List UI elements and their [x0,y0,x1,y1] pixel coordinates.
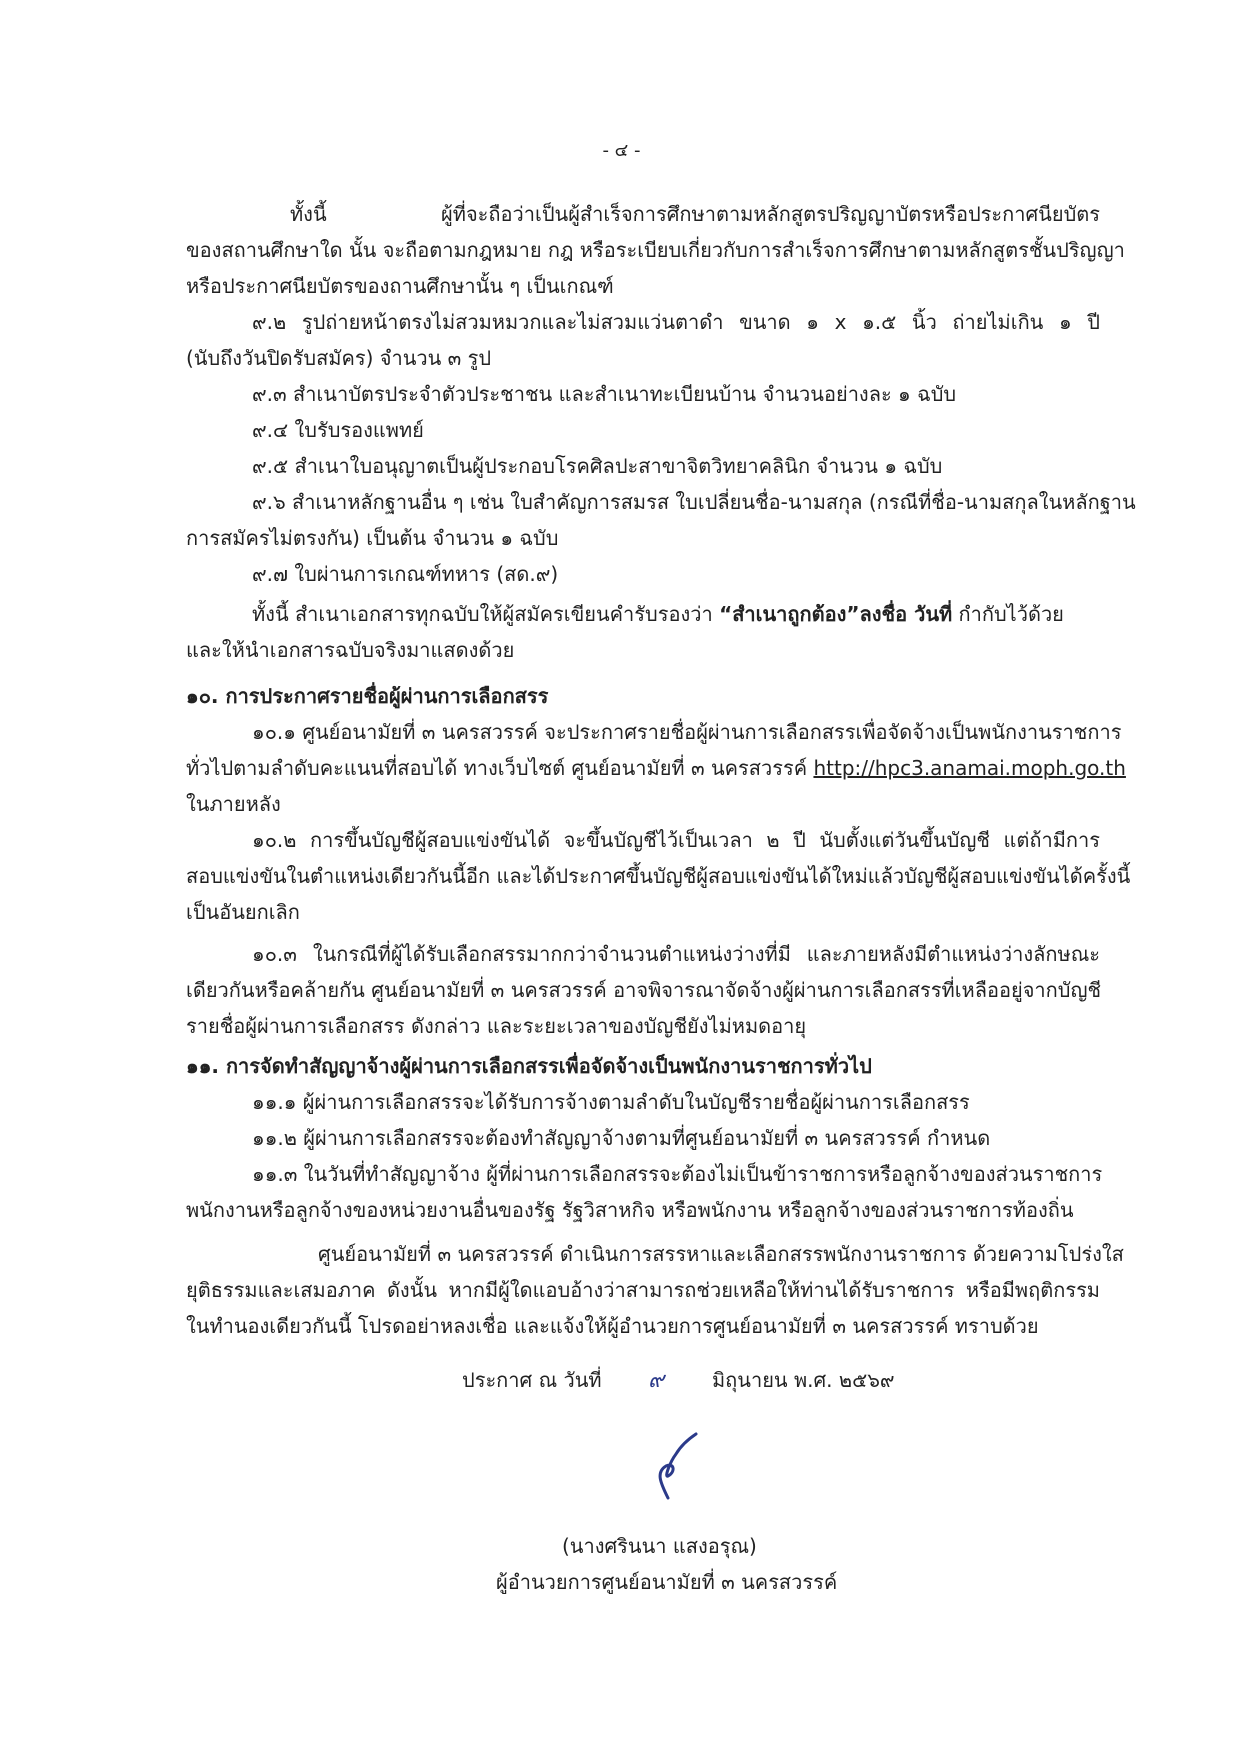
item-9-5: ๙.๕ สำเนาใบอนุญาตเป็นผู้ประกอบโรคศิลปะสาขาจิตวิทยาคลินิก จำนวน ๑ ฉบับ [252,454,943,478]
announce-prefix: ประกาศ ณ วันที่ [462,1368,602,1392]
certify-tail: กำกับไว้ด้วย [952,602,1064,626]
announce-day-handwritten: ๙ [648,1368,665,1393]
sec11-p1: ๑๑.๑ ผู้ผ่านการเลือกสรรจะได้รับการจ้างตามลำดับในบัญชีรายชื่อผู้ผ่านการเลือกสรร [252,1090,970,1114]
certify-bold-text: “สำเนาถูกต้อง”ลงชื่อ วันที่ [719,602,953,626]
intro-line-1: ทั้งนี้ ผู้ที่จะถือว่าเป็นผู้สำเร็จการศึกษาตามหลักสูตรปริญญาบัตรหรือประกาศนียบัตร [290,202,1100,226]
sec10-p1-line-1: ๑๐.๑ ศูนย์อนามัยที่ ๓ นครสวรรค์ จะประกาศรายชื่อผู้ผ่านการเลือกสรรเพื่อจัดจ้างเป็นพนักงานราชการ [252,720,1122,744]
sec10-p3-line-3: รายชื่อผู้ผ่านการเลือกสรร ดังกล่าว และระยะเวลาของบัญชียังไม่หมดอายุ [186,1014,807,1038]
closing-line-1: ศูนย์อนามัยที่ ๓ นครสวรรค์ ดำเนินการสรรหาและเลือกสรรพนักงานราชการ ด้วยความโปร่งใส [318,1242,1124,1266]
announce-month-year: มิถุนายน พ.ศ. ๒๕๖๙ [712,1368,895,1392]
item-9-7: ๙.๗ ใบผ่านการเกณฑ์ทหาร (สด.๙) [252,562,559,586]
sec10-p2-line-2: สอบแข่งขันในตำแหน่งเดียวกันนี้อีก และได้ประกาศขึ้นบัญชีผู้สอบแข่งขันได้ใหม่แล้วบัญชีผู้สอบแข่งขันได้ครั้งนี้ [186,864,1131,888]
intro-line-3: หรือประกาศนียบัตรของถานศึกษานั้น ๆ เป็นเกณฑ์ [186,274,614,298]
sec10-p2-line-3: เป็นอันยกเลิก [186,900,300,924]
item-9-6-line-1: ๙.๖ สำเนาหลักฐานอื่น ๆ เช่น ใบสำคัญการสมรส ใบเปลี่ยนชื่อ-นามสกุล (กรณีที่ชื่อ-นามสกุลในหลักฐาน [252,490,1136,514]
item-9-3: ๙.๓ สำเนาบัตรประจำตัวประชาชน และสำเนาทะเบียนบ้าน จำนวนอย่างละ ๑ ฉบับ [252,382,957,406]
page-number: - ๔ - [602,140,641,161]
handwritten-signature [646,1432,702,1502]
section-11-heading: ๑๑. การจัดทำสัญญาจ้างผู้ผ่านการเลือกสรรเพื่อจัดจ้างเป็นพนักงานราชการทั่วไป [186,1054,872,1078]
intro-line-2: ของสถานศึกษาใด นั้น จะถือตามกฎหมาย กฎ หรือระเบียบเกี่ยวกับการสำเร็จการศึกษาตามหลักสูตรชั้นปริญญา [186,238,1125,262]
section-10-heading: ๑๐. การประกาศรายชื่อผู้ผ่านการเลือกสรร [186,684,549,708]
signer-title: ผู้อำนวยการศูนย์อนามัยที่ ๓ นครสวรรค์ [496,1570,838,1594]
sec11-p3-line-1: ๑๑.๓ ในวันที่ทำสัญญาจ้าง ผู้ที่ผ่านการเลือกสรรจะต้องไม่เป็นข้าราชการหรือลูกจ้างของส่วนราชการ [252,1162,1103,1186]
sec10-p1-line-3: ในภายหลัง [186,792,281,816]
sec11-p2: ๑๑.๒ ผู้ผ่านการเลือกสรรจะต้องทำสัญญาจ้างตามที่ศูนย์อนามัยที่ ๓ นครสวรรค์ กำหนด [252,1126,991,1150]
certify-line-1 [252,600,1064,628]
sec11-p3-line-2: พนักงานหรือลูกจ้างของหน่วยงานอื่นของรัฐ รัฐวิสาหกิจ หรือพนักงาน หรือลูกจ้างของส่วนราชการท้องถิ่น [186,1198,1074,1222]
item-9-6-line-2: การสมัครไม่ตรงกัน) เป็นต้น จำนวน ๑ ฉบับ [186,526,559,550]
signer-name: (นางศรินนา แสงอรุณ) [562,1534,757,1558]
certify-text: ทั้งนี้ สำเนาเอกสารทุกฉบับให้ผู้สมัครเขียนคำรับรองว่า [252,602,720,626]
sec10-p2-line-1: ๑๐.๒ การขึ้นบัญชีผู้สอบแข่งขันได้ จะขึ้นบัญชีไว้เป็นเวลา ๒ ปี นับตั้งแต่วันขึ้นบัญชี แต่ถ้ามีการ [252,828,1100,852]
item-9-4: ๙.๔ ใบรับรองแพทย์ [252,418,424,442]
closing-line-2: ยุติธรรมและเสมอภาค ดังนั้น หากมีผู้ใดแอบอ้างว่าสามารถช่วยเหลือให้ท่านได้รับราชการ หรือมีพฤติกรรม [186,1278,1100,1302]
item-9-2-line-1: ๙.๒ รูปถ่ายหน้าตรงไม่สวมหมวกและไม่สวมแว่นตาดำ ขนาด ๑ x ๑.๕ นิ้ว ถ่ายไม่เกิน ๑ ปี [252,310,1100,334]
website-link[interactable]: http://hpc3.anamai.moph.go.th [813,756,1126,780]
closing-line-3: ในทำนองเดียวกันนี้ โปรดอย่าหลงเชื่อ และแจ้งให้ผู้อำนวยการศูนย์อนามัยที่ ๓ นครสวรรค์ ทราบด้วย [186,1314,1039,1338]
item-9-2-line-2: (นับถึงวันปิดรับสมัคร) จำนวน ๓ รูป [186,346,492,370]
sec10-p1-text: ทั่วไปตามลำดับคะแนนที่สอบได้ ทางเว็บไซต์ ศูนย์อนามัยที่ ๓ นครสวรรค์ [186,756,814,780]
sec10-p3-line-1: ๑๐.๓ ในกรณีที่ผู้ได้รับเลือกสรรมากกว่าจำนวนตำแหน่งว่างที่มี และภายหลังมีตำแหน่งว่างลักษณะ [252,942,1100,966]
sec10-p3-line-2: เดียวกันหรือคล้ายกัน ศูนย์อนามัยที่ ๓ นครสวรรค์ อาจพิจารณาจัดจ้างผู้ผ่านการเลือกสรรที่เหลืออยู่จากบัญชี [186,978,1102,1002]
certify-line-2: และให้นำเอกสารฉบับจริงมาแสดงด้วย [186,638,515,662]
sec10-p1-line-2 [186,754,1126,782]
